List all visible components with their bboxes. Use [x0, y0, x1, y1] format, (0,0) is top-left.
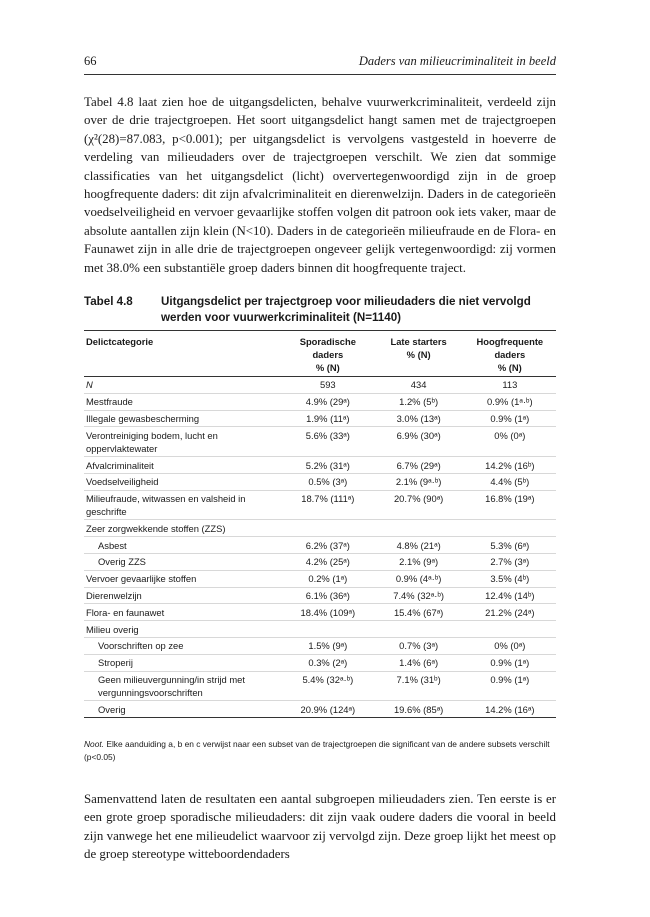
- table-row: [84, 520, 556, 537]
- table-row: [84, 587, 556, 604]
- row-value-c2: 7.4% (32ᵃ·ᵇ): [393, 589, 445, 601]
- row-value-c2: 0.9% (4ᵃ·ᵇ): [395, 573, 442, 585]
- page-header: [84, 54, 556, 75]
- row-value-c3: 2.7% (3ᵃ): [490, 556, 530, 568]
- row-value-c3: 0.9% (1ᵃ·ᵇ): [487, 396, 533, 408]
- row-label: Milieufraude, witwassen en valsheid in geschrifte: [86, 493, 246, 518]
- row-value-c1: 5.4% (32ᵃ·ᵇ): [302, 673, 354, 685]
- row-value-c2: 1.4% (6ᵃ): [399, 657, 439, 669]
- row-value-c2: 434: [410, 379, 427, 391]
- row-label: Dierenwelzijn: [86, 589, 142, 601]
- table-row: [84, 637, 556, 654]
- row-value-c1: 6.1% (36ᵃ): [305, 589, 350, 601]
- row-value-c3: 14.2% (16ᵇ): [485, 459, 535, 471]
- table-row: [84, 554, 556, 571]
- row-value-c3: 0.9% (1ᵃ): [490, 657, 530, 669]
- row-label: Asbest: [98, 539, 127, 551]
- row-value-c3: 4.4% (5ᵇ): [490, 476, 530, 488]
- row-value-c2: [374, 621, 464, 638]
- intro-paragraph: Tabel 4.8 laat zien hoe de uitgangsdelicten, behalve vuurwerkcriminaliteit, verdeeld zijn over de drie trajectgroepen. Het soort uitgangsdelict hangt samen met de trajectgroepen (χ²(28)=87.083, p<0.001); per uitgangsdelict is vervolgens vastgesteld in hoeverre de verdeling van milieudaders over de trajectgroepen verschilt. We zien dat sommige classificaties van het uitgangsdelict (licht) oververtegenwoordigd zijn in de groep hoogfrequente daders: dit zijn afvalcriminaliteit en dierenwelzijn. Daders in de categorieën voedselveiligheid en vervoer gevaarlijke stoffen volgen dit patroon ook iets vaker, maar de absolute aantallen zijn klein (N<10). Daders in de categorieën milieufraude en de Flora- en Faunawet zijn in alle drie de trajectgroepen ongeveer gelijk vertegenwoordigd: zij vormen met 38.0% een substantiële groep daders binnen dit hoogfrequente traject.: [84, 95, 556, 275]
- header-sporadic-line2: daders: [312, 349, 344, 360]
- row-value-c3: [464, 520, 556, 537]
- row-value-c1: 0.5% (3ᵃ): [308, 476, 348, 488]
- row-label: Mestfraude: [86, 396, 133, 408]
- row-value-c1: 18.4% (109ᵃ): [300, 606, 356, 618]
- table-row: [84, 537, 556, 554]
- table-body: [84, 377, 556, 718]
- row-label: N: [86, 379, 93, 391]
- table-row: [84, 490, 556, 520]
- table-row: [84, 473, 556, 490]
- table-row: [84, 427, 556, 457]
- row-value-c1: 4.9% (29ᵃ): [305, 396, 350, 408]
- row-value-c1: [282, 621, 374, 638]
- row-value-c2: [374, 520, 464, 537]
- row-label: Overig ZZS: [98, 556, 146, 568]
- row-value-c3: 14.2% (16ᵃ): [485, 703, 535, 715]
- row-value-c1: [282, 520, 374, 537]
- row-value-c3: 0.9% (1ᵃ): [490, 412, 530, 424]
- row-label: Geen milieuvergunning/in strijd met vergunningsvoorschriften: [98, 673, 245, 698]
- header-sporadic-line3: % (N): [315, 362, 340, 373]
- row-value-c2: 7.1% (31ᵇ): [396, 673, 441, 685]
- row-value-c2: 2.1% (9ᵃ): [399, 556, 439, 568]
- row-value-c1: 5.6% (33ᵃ): [305, 429, 350, 441]
- row-value-c3: 16.8% (19ᵃ): [485, 493, 535, 505]
- header-category: Delictcategorie: [86, 336, 154, 347]
- row-label: Milieu overig: [86, 623, 139, 635]
- table-title: Uitgangsdelict per trajectgroep voor milieudaders die niet vervolgd werden voor vuurwerkcriminaliteit (N=1140): [161, 295, 531, 324]
- row-value-c3: 0% (0ᵃ): [494, 640, 526, 652]
- row-value-c2: 19.6% (85ᵃ): [393, 703, 444, 715]
- header-late-line2: % (N): [406, 349, 431, 360]
- row-label: Vervoer gevaarlijke stoffen: [86, 573, 197, 585]
- row-label: Zeer zorgwekkende stoffen (ZZS): [86, 522, 226, 534]
- row-value-c3: [464, 621, 556, 638]
- table-row: [84, 671, 556, 701]
- note-text: Elke aanduiding a, b en c verwijst naar een subset van de trajectgroepen die significant van de andere subsets verschilt (p<0.05): [84, 739, 550, 762]
- row-label: Flora- en faunawet: [86, 606, 165, 618]
- header-high-frequency: [464, 331, 556, 377]
- row-value-c2: 20.7% (90ᵃ): [393, 493, 444, 505]
- row-value-c1: 5.2% (31ᵃ): [305, 459, 350, 471]
- table-row: [84, 701, 556, 718]
- header-sporadic: [282, 331, 374, 377]
- row-value-c1: 1.5% (9ᵃ): [308, 640, 348, 652]
- header-high-line2: daders: [494, 349, 526, 360]
- row-value-c2: 0.7% (3ᵃ): [399, 640, 439, 652]
- row-value-c1: 1.9% (11ᵃ): [306, 412, 350, 424]
- header-high-line1: Hoogfrequente: [476, 336, 544, 347]
- table-row: [84, 457, 556, 474]
- row-label: Voorschriften op zee: [98, 640, 184, 652]
- row-value-c2: 1.2% (5ᵇ): [399, 396, 439, 408]
- row-value-c3: 113: [502, 379, 518, 391]
- row-value-c3: 0% (0ᵃ): [494, 429, 526, 441]
- note-label: Noot.: [84, 739, 105, 749]
- row-label: Overig: [98, 703, 126, 715]
- row-value-c1: 593: [320, 379, 336, 391]
- row-value-c3: 12.4% (14ᵇ): [485, 589, 535, 601]
- row-value-c1: 4.2% (25ᵃ): [305, 556, 350, 568]
- row-value-c2: 3.0% (13ᵃ): [396, 412, 441, 424]
- table-row: [84, 377, 556, 394]
- row-value-c1: 18.7% (111ᵃ): [301, 493, 355, 505]
- header-late-starters: [374, 331, 464, 377]
- table-row: [84, 393, 556, 410]
- row-value-c1: 20.9% (124ᵃ): [300, 703, 356, 715]
- table-note: [84, 738, 556, 764]
- table-row: [84, 621, 556, 638]
- row-value-c1: 6.2% (37ᵃ): [305, 539, 350, 551]
- row-value-c2: 2.1% (9ᵃ·ᵇ): [395, 476, 442, 488]
- row-value-c2: 15.4% (67ᵃ): [393, 606, 444, 618]
- row-label: Stroperij: [98, 657, 133, 669]
- running-title: Daders van milieucriminaliteit in beeld: [358, 54, 556, 68]
- table-label: Tabel 4.8: [84, 295, 133, 308]
- table-header-row: [84, 331, 556, 377]
- row-label: Verontreiniging bodem, lucht en oppervlaktewater: [86, 429, 218, 454]
- row-value-c1: 0.3% (2ᵃ): [308, 657, 348, 669]
- row-value-c2: 4.8% (21ᵃ): [396, 539, 441, 551]
- row-label: Voedselveiligheid: [86, 476, 159, 488]
- row-value-c1: 0.2% (1ᵃ): [308, 573, 348, 585]
- table-row: [84, 654, 556, 671]
- header-late-line1: Late starters: [390, 336, 447, 347]
- row-value-c3: 3.5% (4ᵇ): [490, 573, 530, 585]
- summary-paragraph: Samenvattend laten de resultaten een aantal subgroepen milieudaders zien. Ten eerste is er een grote groep sporadische milieudaders: dit zijn vaak oudere daders die vooral in beeld zijn vanwege het ene milieudelict waarvoor zij vervolgd zijn. Deze groep lijkt het meest op de groep stereotype witteboordendaders: [84, 792, 556, 862]
- row-value-c2: 6.9% (30ᵃ): [396, 429, 441, 441]
- header-sporadic-line1: Sporadische: [299, 336, 356, 347]
- table-row: [84, 604, 556, 621]
- page-number: 66: [84, 54, 97, 68]
- row-value-c3: 5.3% (6ᵃ): [490, 539, 530, 551]
- data-table: [84, 330, 556, 718]
- header-high-line3: % (N): [497, 362, 522, 373]
- table-row: [84, 570, 556, 587]
- row-value-c2: 6.7% (29ᵃ): [396, 459, 441, 471]
- table-row: [84, 410, 556, 427]
- row-label: Afvalcriminaliteit: [86, 459, 154, 471]
- row-value-c3: 21.2% (24ᵃ): [485, 606, 535, 618]
- row-label: Illegale gewasbescherming: [86, 412, 200, 424]
- row-value-c3: 0.9% (1ᵃ): [490, 673, 530, 685]
